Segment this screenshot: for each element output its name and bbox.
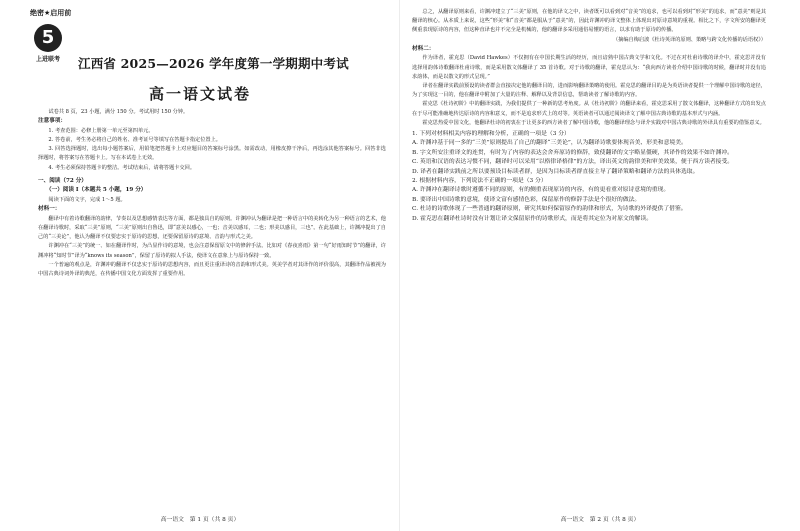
- source-citation: （摘编自梅启波《杜诗英译的原则、策略与跨文化传播的话语权》）: [612, 36, 766, 43]
- option-d: D. 霍克思在翻译杜诗时没有计划让译文保留原作的诗歌形式，而是将其定位为对原文的解读。: [412, 215, 653, 222]
- page-footer: 高一语文 第 1 页（共 8 页）: [160, 517, 240, 523]
- question-stem: 2. 根据材料内容，下列说法不正确的一项是（3 分）: [412, 178, 547, 185]
- note-item: 2. 答卷前，考生务必将自己的姓名、准考证号等填写在答题卡指定位置上。: [48, 137, 221, 143]
- passage-paragraph: 翻译中有着诗歌翻译的韵律，节奏以及思想感情表达等方面，都是独具自的原则。许渊冲认为翻译是把一种语言中的美转化为另一种语言的艺术，他在翻译诗歌时，采取“三美”原则，“三美”原则出自鲁迅，即“意美以感心，一也；音美以感耳，二也；形美以感目，三也”。在此基础上，许渊冲提出了自己的“三美论”，他认为翻译不仅要忠实于原诗的思想，还要保留原诗的意境、音韵与形式之美。: [38, 215, 386, 241]
- passage-paragraph: 作为译者，霍克思（David Hawkes）不仅拥有在中国长期生活的经历，而且谙熟中国古典文学和文化。不过在对杜甫诗歌的译介中，霍克思并没有选择用韵体诗歌翻译杜甫诗歌，而是采用散文体翻译了 35 首诗歌。对于诗歌的翻译，霍克思认为：“我向西方读者介绍中国诗歌的时候，翻译时并没有追求韵体，而是以散文的形式呈现。”: [412, 55, 766, 80]
- confidential-label: 绝密★启用前: [30, 9, 72, 17]
- option-c: C. 英语和汉语的表达习惯不同，翻译时可以采用“以格律译格律”的方法，译出英文的韵律美和审美效果，便于西方读者接受。: [412, 159, 734, 166]
- question-stem: 1. 下列对材料相关内容的理解和分析，正确的一项是（3 分）: [412, 131, 570, 138]
- note-item: 4. 考生必须保持答题卡的整洁。考试结束后，请将答题卡交回。: [48, 164, 196, 171]
- note-item: 1. 考查范围：必修上册第一单元至第四单元。: [48, 127, 154, 134]
- passage-paragraph: 霍克思热爱中国文化，他翻译杜诗的初衷在于让更多的西方读者了解中国诗歌，他的翻译理念与译介实践对中国古典诗歌的外译具有重要的借鉴意义。: [422, 119, 765, 126]
- left-column: [38, 108, 386, 279]
- option-a: A. 许渊冲在翻译诗歌时遵循不同的原则，有的侧重表现原诗的内容，有的更看重对原诗意境的重现。: [412, 187, 670, 194]
- passage-paragraph: 总之，从翻译原则来看，许渊冲建立了“三美”原则，在他的译文之中，读者既可以看到对“音美”的追求，也可以看到对“形美”的追求，而“意美”则是其翻译的核心。从本质上来说，这些“形美”和“音美”都是服从于“意美”的，因此许渊冲的译文整体上体现出对原诗意境的重视。相比之下，字文所安的翻译更侧重表现原诗的内容，但这种直译也并不完全是机械的，他的翻译多采用通俗易懂的语言，以求有助于原诗的传播。: [412, 9, 766, 34]
- option-d: D. 译者在翻译实践前之所以要预设目标读者群，是因为目标读者群直接主导了翻译策略和翻译方法的具体选取。: [412, 168, 699, 175]
- option-b: B. 要译出中国诗歌的意境，使译文富有感情色彩，保留原作的修辞手法是个很好的做法。: [412, 196, 641, 203]
- right-column: [412, 8, 766, 224]
- note-item: 3. 回答选择题时，选出每小题答案后，用铅笔把答题卡上对应题目的答案标号涂黑。如需改动，用橡皮擦干净后，再选涂其他答案标号。回答非选择题时，将答案写在答题卡上。写在本试卷上无效。: [38, 146, 386, 162]
- material-label: 材料二：: [412, 45, 435, 52]
- passage-paragraph: 译者在翻译实践前预设的读者群会直接决定他的翻译目的，进而影响翻译策略的使用。霍克思的翻译目的是为英语读者提供一个理解中国诗歌的途径，为了实现这一目的，他在翻译中附加了大量的注释、解释以及背景信息，帮助读者了解诗歌的内容。: [412, 83, 766, 99]
- exam-info: 试卷共 8 页，23 小题，满分 150 分。考试用时 150 分钟。: [48, 109, 189, 115]
- subsection-heading: （一）阅读 Ⅰ（本题共 5 小题，19 分）: [46, 187, 147, 194]
- material-label: 材料一：: [38, 206, 61, 213]
- passage-paragraph: 许渊冲在“三美”的统一、如在翻译作时，为凸显作诗的意境，也会注意保留原文中的修辞手法。比如对《春夜喜雨》第一句“好雨知时节”的翻译，许渊冲将“知时节”译为“knows its season”，保留了原诗的拟人手法，使译文在意象上与原诗保持一致。: [38, 243, 386, 259]
- notes-heading: 注意事项：: [38, 118, 66, 125]
- publisher-logo: [30, 24, 66, 68]
- section-heading: 一、阅读（72 分）: [38, 177, 87, 184]
- option-c: C. 杜诗的诗歌体现了一些普通的翻译原则，研究其如何保留原作的韵律和形式，为诗歌的外译提供了借鉴。: [412, 206, 687, 213]
- logo-text: 上进联考: [35, 56, 60, 63]
- option-b: B. 字文所安注重译文的连贯，有时为了内容的表达会舍弃原诗的修辞，致使翻译的文字略显僵硬，其译作的效果不如许渊冲。: [412, 149, 733, 156]
- exam-title: 江西省 2025—2026 学年度第一学期期中考试: [78, 56, 349, 71]
- passage-paragraph: 霍克思《杜诗初阶》中的翻译实践，为我们提供了一种新的思考角度。从《杜诗初阶》的翻译来看，霍克思采用了散文体翻译，这种翻译方式的出发点在于尽可能准确地传达原诗的内容和意义，而不是追求形式上的对等。英语读者可以通过阅读译文了解中国古典诗歌的基本形式与内涵。: [412, 101, 766, 117]
- option-a: A. 许渊冲基于同一多的“三美”原则提出了自己的翻译“三美论”，认为翻译诗歌要体现音美、形美和意境美。: [412, 140, 687, 147]
- page-footer: 高一语文 第 2 页（共 8 页）: [560, 517, 640, 523]
- logo-icon: 5: [34, 24, 62, 52]
- page-right: [400, 0, 800, 531]
- passage-paragraph: 一个普遍的观点是，许渊冲的翻译不仅忠实于原诗的思想内容，而且更注重译诗的音韵和形式美。英美学者对其译作的评价很高，其翻译作品被视为中国古典诗词外译的典范，在传播中国文化方面发挥了重要作用。: [38, 261, 386, 278]
- reading-instruction: 阅读下面的文字，完成 1～5 题。: [48, 197, 126, 203]
- subject-title: 高一语文试卷: [148, 85, 251, 103]
